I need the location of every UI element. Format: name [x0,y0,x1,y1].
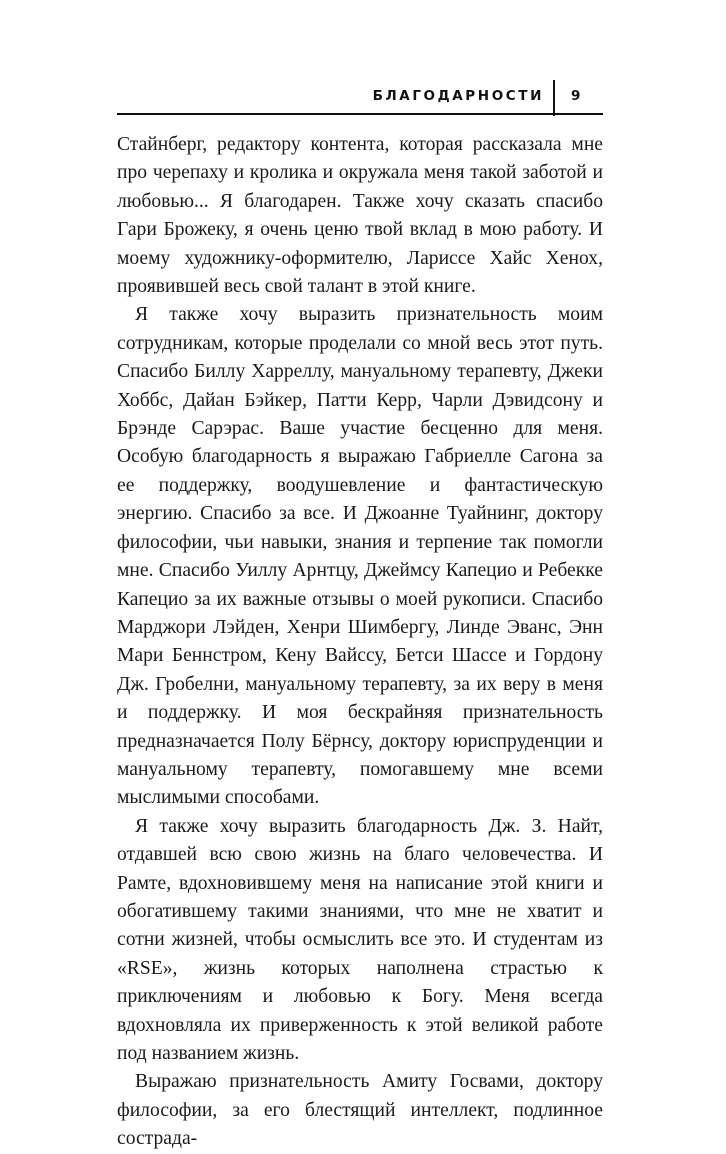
running-header-title: БЛАГОДАРНОСТИ [372,88,544,104]
header-divider [553,80,555,116]
running-header [0,78,726,118]
header-rule [117,113,603,115]
paragraph-1: Стайнберг, редактору контента, которая рассказала мне про черепаху и кролика и окружала меня такой заботой и любовью... Я благодарен. Также хочу сказать спасибо Гари Брожеку, я очень ценю твой вклад в мою работу. И моему художнику-оформителю, Лариссе Хайс Хенох, проявившей весь свой талант в этой книге. [117,134,603,298]
page-number: 9 [571,88,581,104]
paragraph-4: Выражаю признательность Амиту Госвами, доктору философии, за его блестящий интеллект, подлинное сострада- [117,1071,603,1150]
paragraph-2: Я также хочу выразить признательность моим сотрудникам, которые проделали со мной весь этот путь. Спасибо Биллу Харреллу, мануальному терапевту, Джеки Хоббс, Дайан Бэйкер, Патти Керр, Чарли Дэвидсону и Брэнде Сарэрас. Ваше участие бесценно для меня. Особую благодарность я выражаю Габриелле Сагона за ее поддержку, воодушевление и фантастическую энергию. Спасибо за все. И Джоанне Туайнинг, доктору философии, чьи навыки, знания и терпение так помогли мне. Спасибо Уиллу Арнтцу, Джеймсу Капецио и Ребекке Капецио за их важные отзывы о моей рукописи. Спасибо Марджори Лэйден, Хенри Шимбергу, Линде Эванс, Энн Мари Беннстром, Кену Вайссу, Бетси Шассе и Гордону Дж. Гробелни, мануальному терапевту, за их веру в меня и поддержку. И моя бескрайняя признательность предназначается Полу Бёрнсу, доктору юриспруденции и мануальному терапевту, помогавшему мне всеми мыслимыми способами. [117,304,603,809]
paragraph-3: Я также хочу выразить благодарность Дж. З. Найт, отдавшей всю свою жизнь на благо человечества. И Рамте, вдохновившему меня на написание этой книги и обогатившему такими знаниями, что мне не хватит и сотни жизней, чтобы осмыслить все это. И студентам из «RSE», жизнь которых наполнена страстью к приключениям и любовью к Богу. Меня всегда вдохновляла их приверженность к этой великой работе под названием жизнь. [117,815,603,1064]
page-body [117,131,603,1154]
